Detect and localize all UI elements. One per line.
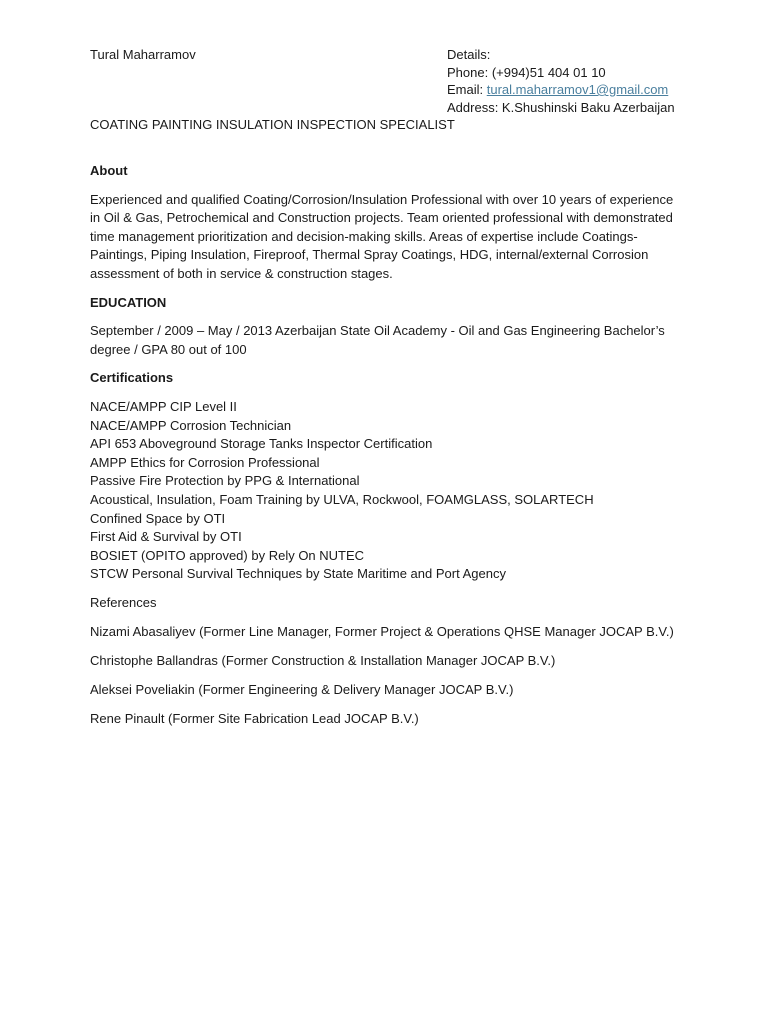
email-link[interactable]: tural.maharramov1@gmail.com — [486, 82, 669, 97]
reference-item: Nizami Abasaliyev (Former Line Manager, Former Project & Operations QHSE Manager JOCAP B.V.) — [90, 623, 674, 639]
references-heading: References — [90, 594, 157, 610]
email-line — [447, 81, 675, 99]
address-line: Address: K.Shushinski Baku Azerbaijan — [447, 99, 675, 115]
certification-item: Passive Fire Protection by PPG & International — [90, 473, 360, 489]
certifications-list — [90, 398, 682, 584]
details-label: Details: — [447, 47, 491, 62]
certification-item: Acoustical, Insulation, Foam Training by ULVA, Rockwool, FOAMGLASS, SOLARTECH — [90, 491, 594, 507]
certification-item: NACE/AMPP Corrosion Technician — [90, 417, 292, 433]
certification-item: AMPP Ethics for Corrosion Professional — [90, 454, 320, 470]
certification-item: API 653 Aboveground Storage Tanks Inspector Certification — [90, 436, 433, 452]
email-label: Email: — [447, 82, 487, 97]
about-text: Experienced and qualified Coating/Corrosion/Insulation Professional with over 10 years of experience in Oil & Gas, Petrochemical and Construction projects. Team oriented professional with demonstrated time management prioritization and decision-making skills. Areas of expertise include Coatings-Paintings, Piping Insulation, Fireproof, Thermal Spray Coatings, HDG, internal/external Corrosion assessment of both in service & construction stages. — [90, 191, 674, 281]
reference-item: Aleksei Poveliakin (Former Engineering & Delivery Manager JOCAP B.V.) — [90, 681, 514, 697]
certification-item: Confined Space by OTI — [90, 510, 226, 526]
phone-line: Phone: (+994)51 404 01 10 — [447, 64, 606, 80]
candidate-name: Tural Maharramov — [90, 47, 196, 62]
education-heading: EDUCATION — [90, 294, 167, 310]
certification-item: BOSIET (OPITO approved) by Rely On NUTEC — [90, 547, 365, 563]
reference-item: Rene Pinault (Former Site Fabrication Lead JOCAP B.V.) — [90, 710, 419, 726]
certification-item: First Aid & Survival by OTI — [90, 529, 242, 545]
certification-item: STCW Personal Survival Techniques by State Maritime and Port Agency — [90, 566, 506, 582]
contact-details — [447, 46, 675, 116]
reference-item: Christophe Ballandras (Former Construction & Installation Manager JOCAP B.V.) — [90, 652, 556, 668]
job-title: COATING PAINTING INSULATION INSPECTION SPECIALIST — [90, 117, 455, 132]
certifications-heading: Certifications — [90, 370, 174, 386]
certification-item: NACE/AMPP CIP Level II — [90, 398, 237, 414]
education-text: September / 2009 – May / 2013 Azerbaijan State Oil Academy - Oil and Gas Engineering Bachelor’s degree / GPA 80 out of 100 — [90, 323, 665, 357]
about-heading: About — [90, 163, 128, 178]
resume-body — [90, 162, 682, 739]
